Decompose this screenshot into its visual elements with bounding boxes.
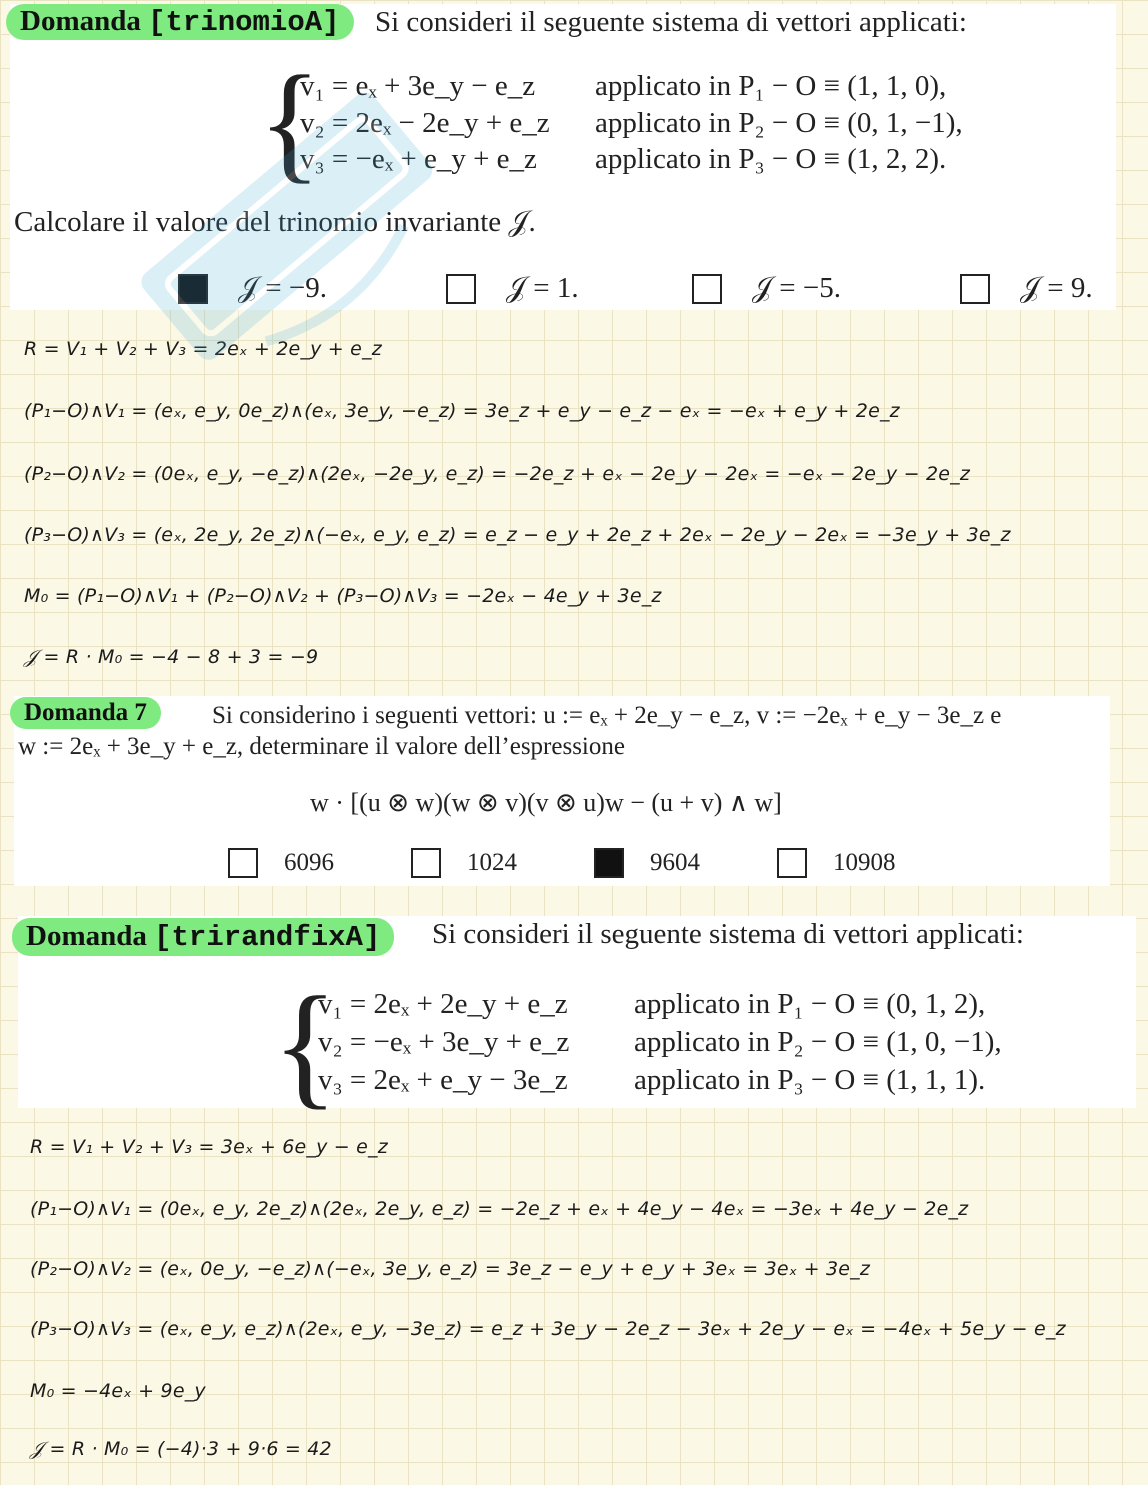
question-prompt: Calcolare il valore del trinomio invariante 𝒥.: [14, 206, 536, 238]
question-intro: Si consideri il seguente sistema di vettori applicati:: [432, 918, 1024, 950]
note-line: R = V₁ + V₂ + V₃ = 2eₓ + 2e_y + e_z: [24, 338, 382, 360]
choice-label: 1024: [467, 849, 517, 876]
badge-label: Domanda: [20, 5, 141, 37]
badge-code: [trinomioA]: [148, 6, 340, 39]
question-7-line-2: w := 2eₓ + 3e_y + e_z, determinare il valore dell’espressione: [18, 733, 625, 760]
vector-applied-1: applicato in P₁ − O ≡ (0, 1, 2),: [634, 988, 986, 1020]
choice-1[interactable]: [178, 272, 327, 305]
vector-row-3: [318, 1064, 568, 1097]
vector-equation: v₂ = 2eₓ − 2e_y + e_z: [300, 107, 550, 139]
question-7-badge: [10, 697, 161, 729]
note-line: (P₁−O)∧V₁ = (0eₓ, e_y, 2e_z)∧(2eₓ, 2e_y, e_z) = −2e_z + eₓ + 4e_y − 4eₓ = −3eₓ + 4e_y − 2e_z: [30, 1198, 969, 1220]
question-7-line-1: Si considerino i seguenti vettori: u := eₓ + 2e_y − e_z, v := −2eₓ + e_y − 3e_z e: [212, 702, 1002, 729]
badge-code: [trirandfixA]: [154, 921, 381, 954]
question-7-expression: w · [(u ⊗ w)(w ⊗ v)(v ⊗ u)w − (u + v) ∧ w]: [310, 788, 782, 817]
vector-equation: v₃ = 2eₓ + e_y − 3e_z: [318, 1064, 568, 1096]
note-line: M₀ = (P₁−O)∧V₁ + (P₂−O)∧V₂ + (P₃−O)∧V₃ = −2eₓ − 4e_y + 3e_z: [24, 585, 662, 607]
choice-2[interactable]: [446, 272, 579, 305]
checkbox[interactable]: [411, 848, 441, 878]
badge-label: Domanda 7: [24, 699, 147, 726]
vector-equation: v₁ = eₓ + 3e_y − e_z: [300, 70, 536, 102]
choice-label: 9604: [650, 849, 700, 876]
vector-equation: v₂ = −eₓ + 3e_y + e_z: [318, 1026, 570, 1058]
vector-row-3: [300, 143, 537, 176]
badge-label: Domanda: [26, 920, 147, 952]
choice-4[interactable]: [960, 272, 1093, 305]
vector-equation: v₃ = −eₓ + e_y + e_z: [300, 143, 537, 175]
note-line: R = V₁ + V₂ + V₃ = 3eₓ + 6e_y − e_z: [30, 1136, 388, 1158]
checkbox[interactable]: [692, 274, 722, 304]
vector-equation: v₁ = 2eₓ + 2e_y + e_z: [318, 988, 568, 1020]
note-line: (P₃−O)∧V₃ = (eₓ, e_y, e_z)∧(2eₓ, e_y, −3e_z) = e_z + 3e_y − 2e_z − 3eₓ + 2e_y − eₓ = −4eₓ + 5e_y − e_z: [30, 1318, 1066, 1340]
checkbox[interactable]: [228, 848, 258, 878]
vector-applied-1: applicato in P₁ − O ≡ (1, 1, 0),: [595, 70, 947, 102]
vector-applied-3: applicato in P₃ − O ≡ (1, 2, 2).: [595, 143, 947, 175]
vector-row-2: [318, 1026, 569, 1059]
note-line: M₀ = −4eₓ + 9e_y: [30, 1380, 206, 1402]
vector-row-2: [300, 107, 550, 140]
choice-label: 𝒥 = 9.: [1020, 272, 1093, 304]
q7-choice-3[interactable]: [594, 848, 700, 878]
q7-choice-4[interactable]: [777, 848, 896, 878]
note-line: (P₃−O)∧V₃ = (eₓ, 2e_y, 2e_z)∧(−eₓ, e_y, e_z) = e_z − e_y + 2e_z + 2eₓ − 2e_y − 2eₓ = −3e_y + 3e_z: [24, 524, 1011, 546]
note-line: (P₂−O)∧V₂ = (eₓ, 0e_y, −e_z)∧(−eₓ, 3e_y, e_z) = 3e_z − e_y + e_y + 3eₓ = 3eₓ + 3e_z: [30, 1258, 871, 1280]
note-line: 𝒥 = R · M₀ = −4 − 8 + 3 = −9: [24, 646, 319, 668]
vector-row-1: [300, 70, 535, 103]
choice-label: 6096: [284, 849, 334, 876]
question-trinomio-badge: [6, 4, 354, 40]
system-brace: {: [258, 48, 322, 195]
checkbox[interactable]: [777, 848, 807, 878]
note-line: 𝒥 = R · M₀ = (−4)·3 + 9·6 = 42: [30, 1438, 332, 1460]
question-trinomio-panel: [10, 4, 1116, 310]
q7-choice-1[interactable]: [228, 848, 334, 878]
vector-row-1: [318, 988, 568, 1021]
choice-3[interactable]: [692, 272, 841, 305]
checkbox[interactable]: [446, 274, 476, 304]
choice-label: 10908: [833, 849, 896, 876]
note-line: (P₁−O)∧V₁ = (eₓ, e_y, 0e_z)∧(eₓ, 3e_y, −e_z) = 3e_z + e_y − e_z − eₓ = −eₓ + e_y + 2e_z: [24, 400, 900, 422]
checkbox-checked[interactable]: [178, 274, 208, 304]
question-intro: Si consideri il seguente sistema di vettori applicati:: [375, 6, 967, 38]
checkbox[interactable]: [960, 274, 990, 304]
choice-label: 𝒥 = −5.: [752, 272, 841, 304]
vector-applied-2: applicato in P₂ − O ≡ (1, 0, −1),: [634, 1026, 1002, 1058]
q7-choice-2[interactable]: [411, 848, 517, 878]
question-trirandfix-badge: [12, 918, 394, 956]
vector-applied-3: applicato in P₃ − O ≡ (1, 1, 1).: [634, 1064, 986, 1096]
choice-label: 𝒥 = −9.: [238, 272, 327, 304]
vector-applied-2: applicato in P₂ − O ≡ (0, 1, −1),: [595, 107, 963, 139]
note-line: (P₂−O)∧V₂ = (0eₓ, e_y, −e_z)∧(2eₓ, −2e_y, e_z) = −2e_z + eₓ − 2e_y − 2eₓ = −eₓ − 2e_y − 2e_z: [24, 463, 970, 485]
choice-label: 𝒥 = 1.: [506, 272, 579, 304]
system-brace: {: [272, 968, 339, 1121]
checkbox-checked[interactable]: [594, 848, 624, 878]
